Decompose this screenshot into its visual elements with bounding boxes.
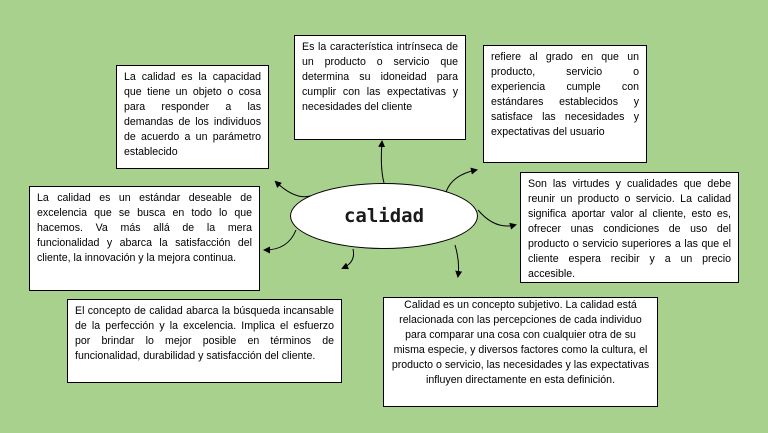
definition-busqueda: El concepto de calidad abarca la búsqueda incansable de la perfección y la excelencia. Implica el esfuerzo por brindar lo mejor posible en términos de funcionalidad, durabilidad y satisfacción del cliente. — [67, 299, 342, 383]
definition-virtudes: Son las virtudes y cualidades que debe reunir un producto o servicio. La calidad significa aportar valor al cliente, esto es, ofrecer unas condiciones de uso del producto o servicio superiores a las que el cliente espera recibir y a un precio accesible. — [520, 172, 739, 283]
central-node-label: calidad — [343, 205, 425, 227]
definition-capacidad: La calidad es la capacidad que tiene un objeto o cosa para responder a las demandas de los individuos de acuerdo a un parámetro establecido — [116, 65, 269, 169]
arrow-to-virtudes — [478, 210, 515, 226]
definition-subjetivo: Calidad es un concepto subjetivo. La calidad está relacionada con las percepciones de cada individuo para comparar una cosa con cualquier otra de su misma especie, y diversos factores como la cultura, el producto o servicio, las necesidades y las expectativas influyen directamente en esta definición. — [383, 297, 658, 407]
arrow-to-capacidad — [276, 182, 310, 197]
central-node — [290, 183, 478, 249]
arrow-bottom-left — [343, 249, 354, 268]
definition-intrinseca: Es la característica intrínseca de un producto o servicio que determina su idoneidad para cumplir con las expectativas y necesidades del cliente — [294, 35, 466, 140]
definition-estandar: La calidad es un estándar deseable de excelencia que se busca en todo lo que hacemos. Va más allá de la mera funcionalidad y abarca la satisfacción del cliente, la innovación y la mejora continua. — [29, 186, 260, 291]
arrow-to-grado — [446, 170, 476, 192]
arrow-bottom-right — [455, 245, 459, 276]
arrow-to-estandar — [265, 230, 296, 250]
arrow-to-intrinseca — [381, 142, 384, 183]
definition-grado: refiere al grado en que un producto, servicio o experiencia cumple con estándares establecidos y satisface las necesidades y expectativas del usuario — [483, 45, 647, 163]
